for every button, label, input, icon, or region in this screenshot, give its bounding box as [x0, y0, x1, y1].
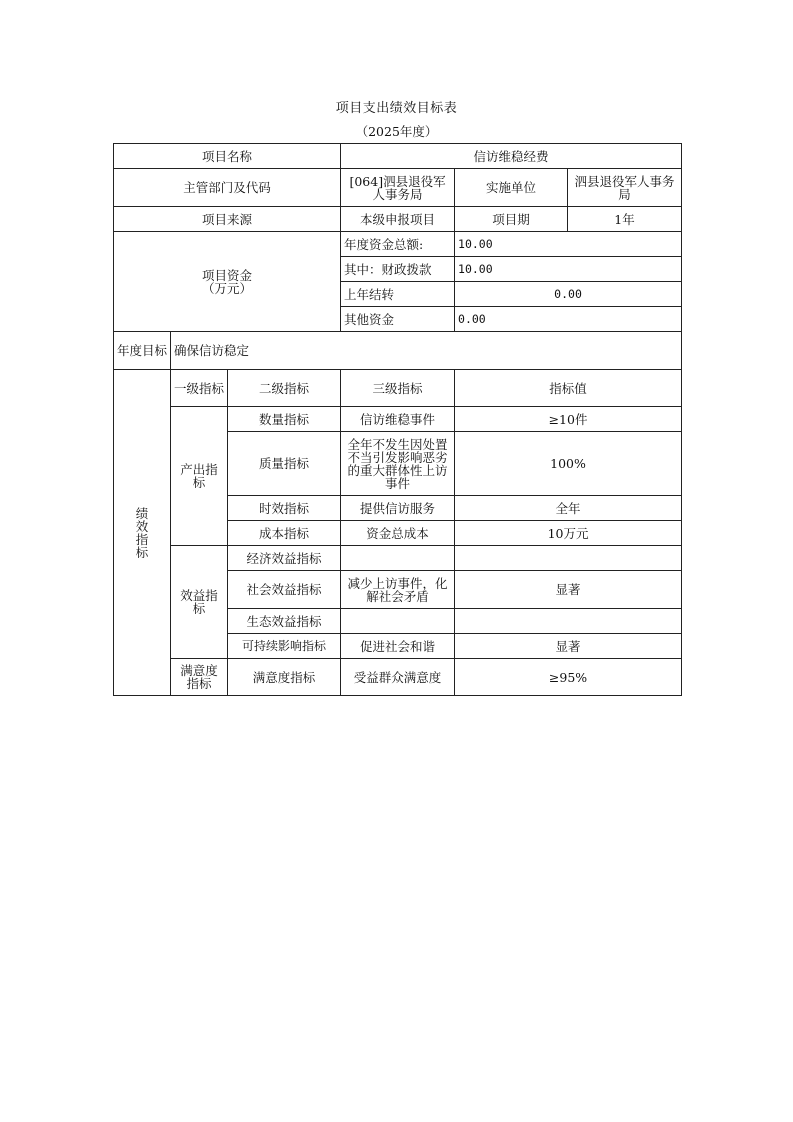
indicator-level2: 可持续影响指标	[228, 634, 341, 659]
indicator-level2: 数量指标	[228, 407, 341, 432]
funds-row-label: 年度资金总额:	[341, 232, 455, 257]
document-year: （2025年度）	[355, 124, 438, 139]
group-satisfaction-text: 满意度指标	[180, 663, 218, 691]
funds-label-line2: （万元）	[202, 280, 253, 296]
row-annual-goal	[114, 332, 682, 370]
indicator-value: ≥95%	[455, 659, 682, 696]
funds-row-value: 0.00	[455, 307, 682, 332]
indicator-level3: 减少上访事件，化解社会矛盾	[341, 571, 455, 609]
header-value: 指标值	[455, 370, 682, 407]
indicator-value: 显著	[455, 634, 682, 659]
dept-label: 主管部门及代码	[114, 169, 341, 207]
indicator-level2: 满意度指标	[228, 659, 341, 696]
funds-row-value: 10.00	[455, 232, 682, 257]
header-level1: 一级指标	[171, 370, 228, 407]
indicator-value	[455, 546, 682, 571]
indicator-value: 全年	[455, 496, 682, 521]
source-label: 项目来源	[114, 207, 341, 232]
indicator-value: 100%	[455, 432, 682, 496]
group-benefit-text: 效益指标	[180, 588, 218, 616]
project-name-label: 项目名称	[114, 144, 341, 169]
row-indicator-headers	[114, 370, 682, 407]
indicator-row	[114, 407, 682, 432]
indicator-level3: 信访维稳事件	[341, 407, 455, 432]
funds-row-value: 0.00	[455, 282, 682, 307]
row-department	[114, 169, 682, 207]
funds-row-value: 10.00	[455, 257, 682, 282]
funds-row-label: 上年结转	[341, 282, 455, 307]
source-value: 本级申报项目	[341, 207, 455, 232]
indicator-level2: 生态效益指标	[228, 609, 341, 634]
funds-label	[114, 232, 341, 332]
group-satisfaction-label	[171, 659, 228, 696]
annual-goal-value: 确保信访稳定	[171, 332, 682, 370]
indicator-level3: 全年不发生因处置不当引发影响恶劣的重大群体性上访事件	[341, 432, 455, 496]
performance-table	[113, 143, 682, 696]
period-label: 项目期	[455, 207, 568, 232]
header-level3: 三级指标	[341, 370, 455, 407]
indicator-level2: 质量指标	[228, 432, 341, 496]
period-value: 1年	[568, 207, 682, 232]
document-title: 项目支出绩效目标表	[335, 101, 458, 116]
annual-goal-label: 年度目标	[114, 332, 171, 370]
row-project-name	[114, 144, 682, 169]
indicator-level3	[341, 609, 455, 634]
indicator-value: ≥10件	[455, 407, 682, 432]
indicator-level2: 社会效益指标	[228, 571, 341, 609]
indicators-section-label	[114, 370, 171, 696]
indicator-level3	[341, 546, 455, 571]
indicator-row	[114, 659, 682, 696]
indicator-value: 10万元	[455, 521, 682, 546]
indicator-level2: 时效指标	[228, 496, 341, 521]
impl-label: 实施单位	[455, 169, 568, 207]
project-name-value: 信访维稳经费	[341, 144, 682, 169]
row-funds-total	[114, 232, 682, 257]
funds-row-label: 其他资金	[341, 307, 455, 332]
dept-value: [064]泗县退役军人事务局	[341, 169, 455, 207]
indicator-level2: 成本指标	[228, 521, 341, 546]
indicator-level3: 促进社会和谐	[341, 634, 455, 659]
indicator-level3: 受益群众满意度	[341, 659, 455, 696]
group-output-text: 产出指标	[180, 462, 218, 490]
indicator-value	[455, 609, 682, 634]
group-benefit-label	[171, 546, 228, 659]
indicators-section-text: 绩效指标	[135, 505, 149, 560]
row-source	[114, 207, 682, 232]
funds-label-line1: 项目资金	[202, 267, 253, 283]
indicator-level2: 经济效益指标	[228, 546, 341, 571]
indicator-value: 显著	[455, 571, 682, 609]
group-output-label	[171, 407, 228, 546]
indicator-level3: 资金总成本	[341, 521, 455, 546]
header-level2: 二级指标	[228, 370, 341, 407]
funds-row-label: 其中：财政拨款	[341, 257, 455, 282]
indicator-level3: 提供信访服务	[341, 496, 455, 521]
impl-value: 泗县退役军人事务局	[568, 169, 682, 207]
indicator-row	[114, 546, 682, 571]
